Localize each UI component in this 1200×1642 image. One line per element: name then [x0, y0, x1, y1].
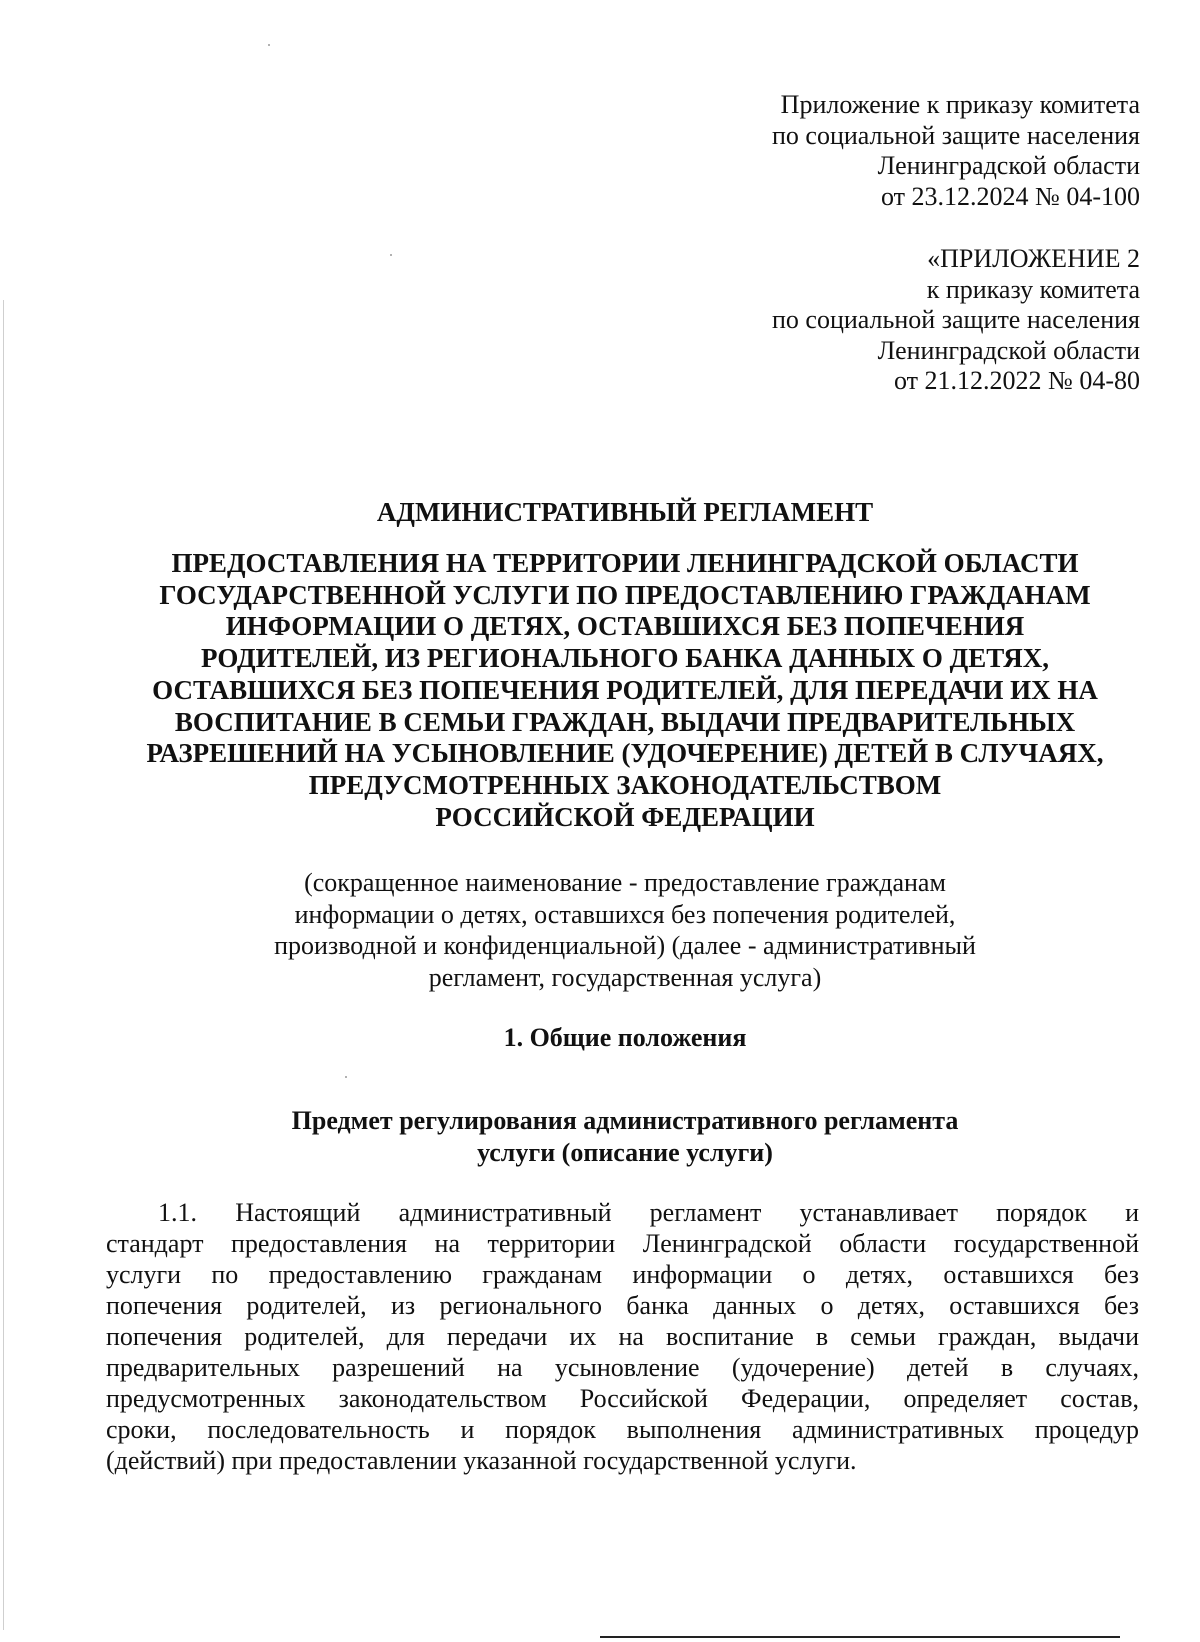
annex-original-line: Ленинградской области: [877, 335, 1140, 365]
annex-original-line: «ПРИЛОЖЕНИЕ 2: [927, 244, 1140, 273]
short-name-block: [100, 867, 1150, 993]
paragraph-line: предусмотренных законодательством Российской Федерации, определяет состав,: [106, 1384, 1139, 1413]
paragraph-line: сроки, последовательность и порядок выполнения административных процедур: [106, 1415, 1139, 1444]
subtitle-line: ИНФОРМАЦИИ О ДЕТЯХ, ОСТАВШИХСЯ БЕЗ ПОПЕЧЕНИЯ: [225, 611, 1025, 642]
subtitle-line: ПРЕДОСТАВЛЕНИЯ НА ТЕРРИТОРИИ ЛЕНИНГРАДСКОЙ ОБЛАСТИ: [171, 548, 1079, 578]
subtitle-line: ПРЕДУСМОТРЕННЫХ ЗАКОНОДАТЕЛЬСТВОМ: [308, 769, 942, 800]
annex-original-line: от 21.12.2022 № 04-80: [894, 366, 1140, 395]
short-name-line: информации о детях, оставшихся без попечения родителей,: [294, 899, 956, 929]
document-title: АДМИНИСТРАТИВНЫЙ РЕГЛАМЕНТ: [376, 497, 874, 527]
subtitle-line: ГОСУДАРСТВЕННОЙ УСЛУГИ ПО ПРЕДОСТАВЛЕНИЮ ГРАЖДАНАМ: [159, 579, 1091, 610]
section-heading: 1. Общие положения: [503, 1023, 747, 1052]
scan-speck: [345, 1076, 347, 1078]
subtitle-line: РАЗРЕШЕНИЙ НА УСЫНОВЛЕНИЕ (УДОЧЕРЕНИЕ) ДЕТЕЙ В СЛУЧАЯХ,: [146, 738, 1104, 769]
paragraph-line: (действий) при предоставлении указанной государственной услуги.: [106, 1446, 857, 1475]
scan-bottom-edge: [600, 1636, 1120, 1638]
short-name-line: регламент, государственная услуга): [428, 962, 822, 992]
annex-current-line: по социальной защите населения: [771, 120, 1140, 150]
paragraph-line: 1.1. Настоящий административный регламент устанавливает порядок и: [158, 1198, 1139, 1227]
scan-speck: [390, 254, 392, 256]
short-name-line: (сокращенное наименование - предоставление гражданам: [304, 868, 946, 897]
subtitle-line: РОССИЙСКОЙ ФЕДЕРАЦИИ: [435, 801, 815, 832]
subtitle-line: ОСТАВШИХСЯ БЕЗ ПОПЕЧЕНИЯ РОДИТЕЛЕЙ, ДЛЯ ПЕРЕДАЧИ ИХ НА: [152, 674, 1098, 705]
paragraph-line: услуги по предоставлению гражданам информации о детях, оставшихся без: [106, 1260, 1139, 1289]
scan-speck: [268, 44, 270, 46]
annex-original-line: к приказу комитета: [926, 274, 1140, 304]
paragraph-1-1: [106, 1197, 1139, 1476]
annex-original-block: [772, 244, 1140, 397]
paragraph-line: попечения родителей, для передачи их на воспитание в семьи граждан, выдачи: [106, 1322, 1139, 1351]
annex-current-line: Ленинградской области: [877, 151, 1140, 180]
short-name-line: производной и конфиденциальной) (далее - административный: [274, 931, 976, 960]
subtitle-line: РОДИТЕЛЕЙ, ИЗ РЕГИОНАЛЬНОГО БАНКА ДАННЫХ О ДЕТЯХ,: [201, 643, 1049, 674]
annex-current-block: [772, 90, 1140, 212]
paragraph-line: стандарт предоставления на территории Ленинградской области государственной: [106, 1229, 1139, 1258]
scan-left-edge: [3, 300, 4, 1630]
document-subtitle: [100, 548, 1150, 833]
paragraph-line: предварительных разрешений на усыновление (удочерение) детей в случаях,: [106, 1353, 1139, 1382]
subtitle-line: ВОСПИТАНИЕ В СЕМЬИ ГРАЖДАН, ВЫДАЧИ ПРЕДВАРИТЕЛЬНЫХ: [174, 706, 1076, 737]
subject-heading: [100, 1105, 1150, 1168]
annex-current-line: от 23.12.2024 № 04-100: [881, 181, 1140, 211]
subject-heading-line: услуги (описание услуги): [477, 1137, 773, 1167]
annex-original-line: по социальной защите населения: [771, 305, 1140, 334]
paragraph-line: попечения родителей, из регионального банка данных о детях, оставшихся без: [106, 1291, 1139, 1320]
subject-heading-line: Предмет регулирования административного регламента: [291, 1106, 959, 1135]
annex-current-line: Приложение к приказу комитета: [780, 90, 1140, 119]
